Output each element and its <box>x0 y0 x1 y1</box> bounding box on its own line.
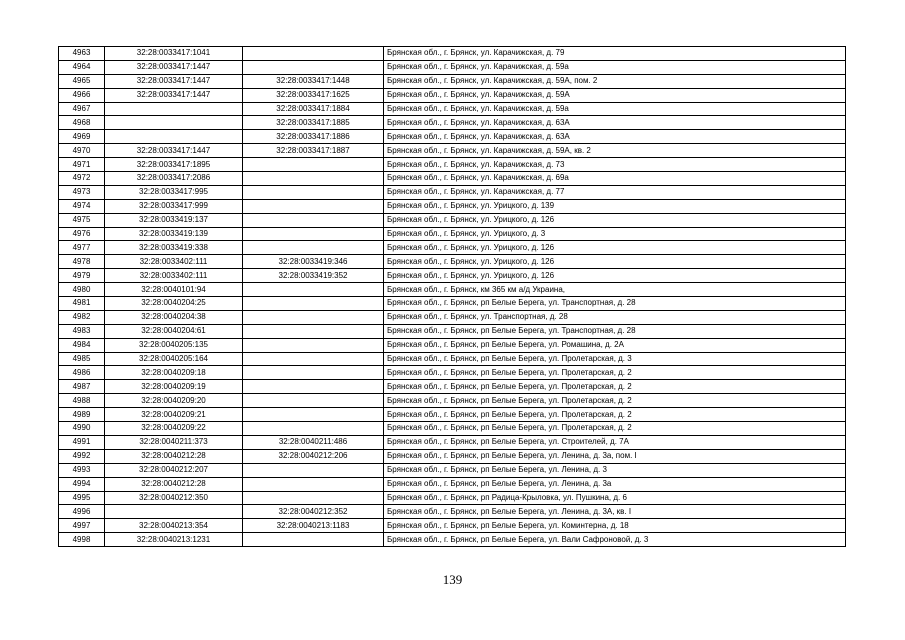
related-cadastral-number-cell <box>243 394 384 408</box>
cadastral-number-cell: 32:28:0033417:999 <box>105 199 243 213</box>
table-row <box>59 130 846 144</box>
address-cell: Брянская обл., г. Брянск, ул. Карачижская, д. 63А <box>384 116 846 130</box>
cadastral-number-cell: 32:28:0033417:1447 <box>105 60 243 74</box>
table-row <box>59 297 846 311</box>
row-number-cell: 4979 <box>59 269 105 283</box>
table-row <box>59 408 846 422</box>
related-cadastral-number-cell: 32:28:0033419:352 <box>243 269 384 283</box>
cadastral-number-cell: 32:28:0033417:1447 <box>105 144 243 158</box>
address-cell: Брянская обл., г. Брянск, ул. Карачижская, д. 73 <box>384 158 846 172</box>
related-cadastral-number-cell <box>243 172 384 186</box>
cadastral-number-cell: 32:28:0040212:28 <box>105 477 243 491</box>
address-cell: Брянская обл., г. Брянск, ул. Карачижская, д. 59А, пом. 2 <box>384 74 846 88</box>
row-number-cell: 4972 <box>59 172 105 186</box>
cadastral-number-cell <box>105 102 243 116</box>
table-row <box>59 519 846 533</box>
row-number-cell: 4977 <box>59 241 105 255</box>
table-row <box>59 158 846 172</box>
cadastral-number-cell: 32:28:0040213:1231 <box>105 533 243 547</box>
cadastral-number-cell <box>105 505 243 519</box>
related-cadastral-number-cell <box>243 60 384 74</box>
table-row <box>59 213 846 227</box>
related-cadastral-number-cell <box>243 297 384 311</box>
cadastral-number-cell: 32:28:0033419:137 <box>105 213 243 227</box>
related-cadastral-number-cell <box>243 213 384 227</box>
cadastral-number-cell: 32:28:0033417:1895 <box>105 158 243 172</box>
address-cell: Брянская обл., г. Брянск, рп Белые Берега, ул. Транспортная, д. 28 <box>384 297 846 311</box>
cadastral-number-cell: 32:28:0033417:2086 <box>105 172 243 186</box>
related-cadastral-number-cell <box>243 324 384 338</box>
table-row <box>59 74 846 88</box>
table-row <box>59 255 846 269</box>
address-cell: Брянская обл., г. Брянск, рп Белые Берега, ул. Ленина, д. 3а, пом. I <box>384 449 846 463</box>
cadastral-number-cell: 32:28:0040204:61 <box>105 324 243 338</box>
table-row <box>59 47 846 61</box>
address-cell: Брянская обл., г. Брянск, ул. Урицкого, д. 3 <box>384 227 846 241</box>
address-cell: Брянская обл., г. Брянск, ул. Карачижская, д. 59А, кв. 2 <box>384 144 846 158</box>
address-cell: Брянская обл., г. Брянск, рп Белые Берега, ул. Ленина, д. 3А, кв. I <box>384 505 846 519</box>
related-cadastral-number-cell: 32:28:0033417:1448 <box>243 74 384 88</box>
table-row <box>59 199 846 213</box>
table-row <box>59 269 846 283</box>
row-number-cell: 4965 <box>59 74 105 88</box>
address-cell: Брянская обл., г. Брянск, ул. Урицкого, д. 126 <box>384 241 846 255</box>
cadastral-number-cell: 32:28:0040209:21 <box>105 408 243 422</box>
related-cadastral-number-cell: 32:28:0033417:1625 <box>243 88 384 102</box>
address-cell: Брянская обл., г. Брянск, ул. Карачижская, д. 59а <box>384 102 846 116</box>
table-row <box>59 435 846 449</box>
address-cell: Брянская обл., г. Брянск, ул. Урицкого, д. 126 <box>384 269 846 283</box>
row-number-cell: 4996 <box>59 505 105 519</box>
row-number-cell: 4969 <box>59 130 105 144</box>
cadastral-number-cell: 32:28:0040209:18 <box>105 366 243 380</box>
table-body <box>59 47 846 547</box>
cadastral-number-cell: 32:28:0033402:111 <box>105 269 243 283</box>
address-cell: Брянская обл., г. Брянск, рп Белые Берега, ул. Ленина, д. 3 <box>384 463 846 477</box>
address-cell: Брянская обл., г. Брянск, ул. Транспортная, д. 28 <box>384 310 846 324</box>
address-cell: Брянская обл., г. Брянск, ул. Карачижская, д. 63А <box>384 130 846 144</box>
row-number-cell: 4987 <box>59 380 105 394</box>
cadastral-number-cell: 32:28:0033417:995 <box>105 185 243 199</box>
cadastral-number-cell: 32:28:0040209:20 <box>105 394 243 408</box>
cadastral-number-cell: 32:28:0033419:338 <box>105 241 243 255</box>
row-number-cell: 4975 <box>59 213 105 227</box>
address-cell: Брянская обл., г. Брянск, рп Белые Берега, ул. Коминтерна, д. 18 <box>384 519 846 533</box>
related-cadastral-number-cell <box>243 338 384 352</box>
table-row <box>59 227 846 241</box>
related-cadastral-number-cell <box>243 185 384 199</box>
row-number-cell: 4983 <box>59 324 105 338</box>
table-row <box>59 338 846 352</box>
address-cell: Брянская обл., г. Брянск, рп Белые Берега, ул. Ромашина, д. 2А <box>384 338 846 352</box>
related-cadastral-number-cell <box>243 380 384 394</box>
related-cadastral-number-cell <box>243 158 384 172</box>
related-cadastral-number-cell <box>243 310 384 324</box>
table-row <box>59 491 846 505</box>
address-cell: Брянская обл., г. Брянск, ул. Урицкого, д. 139 <box>384 199 846 213</box>
cadastral-number-cell <box>105 116 243 130</box>
address-cell: Брянская обл., г. Брянск, ул. Карачижская, д. 77 <box>384 185 846 199</box>
row-number-cell: 4988 <box>59 394 105 408</box>
cadastral-number-cell: 32:28:0033417:1041 <box>105 47 243 61</box>
table-row <box>59 505 846 519</box>
table-row <box>59 102 846 116</box>
row-number-cell: 4973 <box>59 185 105 199</box>
table-row <box>59 172 846 186</box>
related-cadastral-number-cell: 32:28:0040211:486 <box>243 435 384 449</box>
row-number-cell: 4992 <box>59 449 105 463</box>
address-cell: Брянская обл., г. Брянск, ул. Урицкого, д. 126 <box>384 255 846 269</box>
row-number-cell: 4966 <box>59 88 105 102</box>
table-row <box>59 422 846 436</box>
table-row <box>59 283 846 297</box>
page-number: 139 <box>442 572 463 587</box>
table-row <box>59 394 846 408</box>
row-number-cell: 4998 <box>59 533 105 547</box>
related-cadastral-number-cell: 32:28:0040212:206 <box>243 449 384 463</box>
cadastral-number-cell: 32:28:0040211:373 <box>105 435 243 449</box>
related-cadastral-number-cell: 32:28:0033419:346 <box>243 255 384 269</box>
row-number-cell: 4974 <box>59 199 105 213</box>
related-cadastral-number-cell <box>243 422 384 436</box>
table-row <box>59 449 846 463</box>
row-number-cell: 4989 <box>59 408 105 422</box>
related-cadastral-number-cell: 32:28:0033417:1884 <box>243 102 384 116</box>
address-cell: Брянская обл., г. Брянск, ул. Карачижская, д. 79 <box>384 47 846 61</box>
table-row <box>59 366 846 380</box>
row-number-cell: 4981 <box>59 297 105 311</box>
address-cell: Брянская обл., г. Брянск, км 365 км а/д Украина, <box>384 283 846 297</box>
row-number-cell: 4971 <box>59 158 105 172</box>
cadastral-number-cell: 32:28:0040204:25 <box>105 297 243 311</box>
row-number-cell: 4970 <box>59 144 105 158</box>
row-number-cell: 4985 <box>59 352 105 366</box>
row-number-cell: 4967 <box>59 102 105 116</box>
row-number-cell: 4997 <box>59 519 105 533</box>
cadastral-number-cell: 32:28:0033417:1447 <box>105 74 243 88</box>
related-cadastral-number-cell <box>243 352 384 366</box>
related-cadastral-number-cell <box>243 366 384 380</box>
related-cadastral-number-cell <box>243 199 384 213</box>
related-cadastral-number-cell <box>243 47 384 61</box>
cadastral-number-cell: 32:28:0040212:350 <box>105 491 243 505</box>
cadastral-number-cell: 32:28:0040213:354 <box>105 519 243 533</box>
row-number-cell: 4964 <box>59 60 105 74</box>
cadastral-number-cell: 32:28:0033419:139 <box>105 227 243 241</box>
related-cadastral-number-cell <box>243 283 384 297</box>
address-cell: Брянская обл., г. Брянск, рп Белые Берега, ул. Пролетарская, д. 2 <box>384 366 846 380</box>
table-row <box>59 352 846 366</box>
related-cadastral-number-cell: 32:28:0033417:1887 <box>243 144 384 158</box>
address-cell: Брянская обл., г. Брянск, рп Белые Берега, ул. Пролетарская, д. 2 <box>384 408 846 422</box>
cadastral-number-cell: 32:28:0040205:164 <box>105 352 243 366</box>
address-cell: Брянская обл., г. Брянск, ул. Карачижская, д. 59А <box>384 88 846 102</box>
address-cell: Брянская обл., г. Брянск, рп Белые Берега, ул. Транспортная, д. 28 <box>384 324 846 338</box>
address-cell: Брянская обл., г. Брянск, рп Белые Берега, ул. Пролетарская, д. 3 <box>384 352 846 366</box>
related-cadastral-number-cell: 32:28:0033417:1886 <box>243 130 384 144</box>
related-cadastral-number-cell: 32:28:0033417:1885 <box>243 116 384 130</box>
address-cell: Брянская обл., г. Брянск, ул. Урицкого, д. 126 <box>384 213 846 227</box>
table-row <box>59 116 846 130</box>
row-number-cell: 4995 <box>59 491 105 505</box>
address-cell: Брянская обл., г. Брянск, ул. Карачижская, д. 69а <box>384 172 846 186</box>
address-cell: Брянская обл., г. Брянск, рп Белые Берега, ул. Строителей, д. 7А <box>384 435 846 449</box>
address-cell: Брянская обл., г. Брянск, рп Белые Берега, ул. Ленина, д. 3а <box>384 477 846 491</box>
related-cadastral-number-cell: 32:28:0040212:352 <box>243 505 384 519</box>
table-row <box>59 324 846 338</box>
address-cell: Брянская обл., г. Брянск, рп Белые Берега, ул. Пролетарская, д. 2 <box>384 380 846 394</box>
row-number-cell: 4978 <box>59 255 105 269</box>
row-number-cell: 4994 <box>59 477 105 491</box>
row-number-cell: 4982 <box>59 310 105 324</box>
row-number-cell: 4991 <box>59 435 105 449</box>
table-row <box>59 60 846 74</box>
row-number-cell: 4968 <box>59 116 105 130</box>
table-row <box>59 380 846 394</box>
cadastral-number-cell: 32:28:0033402:111 <box>105 255 243 269</box>
cadastral-number-cell: 32:28:0040205:135 <box>105 338 243 352</box>
related-cadastral-number-cell <box>243 533 384 547</box>
row-number-cell: 4993 <box>59 463 105 477</box>
row-number-cell: 4984 <box>59 338 105 352</box>
table-row <box>59 310 846 324</box>
table-row <box>59 88 846 102</box>
table-row <box>59 144 846 158</box>
address-cell: Брянская обл., г. Брянск, рп Белые Берега, ул. Пролетарская, д. 2 <box>384 394 846 408</box>
row-number-cell: 4976 <box>59 227 105 241</box>
related-cadastral-number-cell <box>243 241 384 255</box>
address-cell: Брянская обл., г. Брянск, рп Радица-Крыловка, ул. Пушкина, д. 6 <box>384 491 846 505</box>
related-cadastral-number-cell <box>243 463 384 477</box>
cadastral-number-cell: 32:28:0040101:94 <box>105 283 243 297</box>
table-row <box>59 185 846 199</box>
address-cell: Брянская обл., г. Брянск, ул. Карачижская, д. 59а <box>384 60 846 74</box>
cadastral-number-cell: 32:28:0040212:207 <box>105 463 243 477</box>
table-row <box>59 477 846 491</box>
cadastral-number-cell: 32:28:0040212:28 <box>105 449 243 463</box>
row-number-cell: 4986 <box>59 366 105 380</box>
table-row <box>59 533 846 547</box>
related-cadastral-number-cell: 32:28:0040213:1183 <box>243 519 384 533</box>
related-cadastral-number-cell <box>243 408 384 422</box>
cadastral-number-cell: 32:28:0040204:38 <box>105 310 243 324</box>
cadastral-number-cell: 32:28:0040209:19 <box>105 380 243 394</box>
related-cadastral-number-cell <box>243 491 384 505</box>
cadastral-number-cell: 32:28:0033417:1447 <box>105 88 243 102</box>
registry-table <box>58 46 846 547</box>
table-row <box>59 463 846 477</box>
cadastral-number-cell <box>105 130 243 144</box>
related-cadastral-number-cell <box>243 477 384 491</box>
address-cell: Брянская обл., г. Брянск, рп Белые Берега, ул. Вали Сафроновой, д. 3 <box>384 533 846 547</box>
cadastral-number-cell: 32:28:0040209:22 <box>105 422 243 436</box>
address-cell: Брянская обл., г. Брянск, рп Белые Берега, ул. Пролетарская, д. 2 <box>384 422 846 436</box>
row-number-cell: 4980 <box>59 283 105 297</box>
table-row <box>59 241 846 255</box>
row-number-cell: 4990 <box>59 422 105 436</box>
row-number-cell: 4963 <box>59 47 105 61</box>
related-cadastral-number-cell <box>243 227 384 241</box>
